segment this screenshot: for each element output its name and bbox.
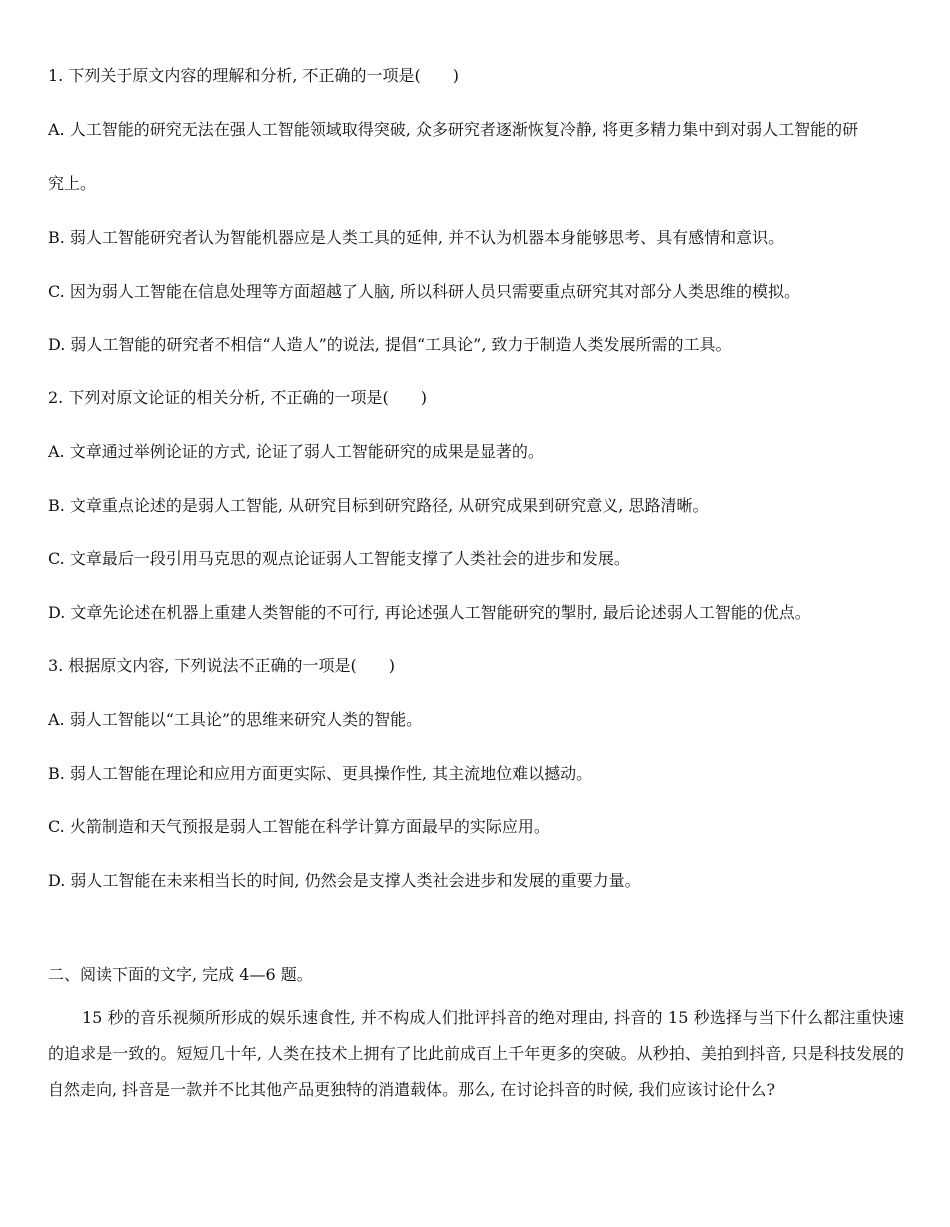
question-1-option-b: B. 弱人工智能研究者认为智能机器应是人类工具的延伸, 并不认为机器本身能够思考、具有感情和意识。	[48, 228, 785, 247]
question-3-option-c: C. 火箭制造和天气预报是弱人工智能在科学计算方面最早的实际应用。	[48, 817, 550, 836]
section-2-paragraph: 15 秒的音乐视频所形成的娱乐速食性, 并不构成人们批评抖音的绝对理由, 抖音的 15 秒选择与当下什么都注重快速的追求是一致的。短短几十年, 人类在技术上拥有了比此前成百上千年更多的突破。从秒拍、美拍到抖音, 只是科技发展的自然走向, 抖音是一款并不比其他产品更独特的消遣载体。那么, 在讨论抖音的时候, 我们应该讨论什么?	[48, 1008, 904, 1099]
question-1-option-a: A. 人工智能的研究无法在强人工智能领域取得突破, 众多研究者逐渐恢复冷静, 将更多精力集中到对弱人工智能的研	[48, 120, 859, 139]
question-2-option-b: B. 文章重点论述的是弱人工智能, 从研究目标到研究路径, 从研究成果到研究意义, 思路清晰。	[48, 496, 709, 515]
section-2-heading: 二、阅读下面的文字, 完成 4—6 题。	[48, 965, 313, 984]
question-1-option-c: C. 因为弱人工智能在信息处理等方面超越了人脑, 所以科研人员只需要重点研究其对部分人类思维的模拟。	[48, 282, 801, 301]
question-3-stem: 3. 根据原文内容, 下列说法不正确的一项是( )	[48, 656, 396, 675]
question-2-option-d: D. 文章先论述在机器上重建人类智能的不可行, 再论述强人工智能研究的掣肘, 最后论述弱人工智能的优点。	[48, 603, 811, 622]
question-2-option-a: A. 文章通过举例论证的方式, 论证了弱人工智能研究的成果是显著的。	[48, 442, 544, 461]
question-3-option-a: A. 弱人工智能以“工具论”的思维来研究人类的智能。	[48, 710, 423, 729]
question-1-stem: 1. 下列关于原文内容的理解和分析, 不正确的一项是( )	[48, 66, 460, 85]
question-1-option-a-continued: 究上。	[48, 174, 97, 193]
question-3-option-d: D. 弱人工智能在未来相当长的时间, 仍然会是支撑人类社会进步和发展的重要力量。	[48, 871, 641, 890]
question-2-option-c: C. 文章最后一段引用马克思的观点论证弱人工智能支撑了人类社会的进步和发展。	[48, 549, 630, 568]
question-1-option-d: D. 弱人工智能的研究者不相信“人造人”的说法, 提倡“工具论”, 致力于制造人类发展所需的工具。	[48, 335, 732, 354]
question-3-option-b: B. 弱人工智能在理论和应用方面更实际、更具操作性, 其主流地位难以撼动。	[48, 764, 593, 783]
question-2-stem: 2. 下列对原文论证的相关分析, 不正确的一项是( )	[48, 388, 428, 407]
